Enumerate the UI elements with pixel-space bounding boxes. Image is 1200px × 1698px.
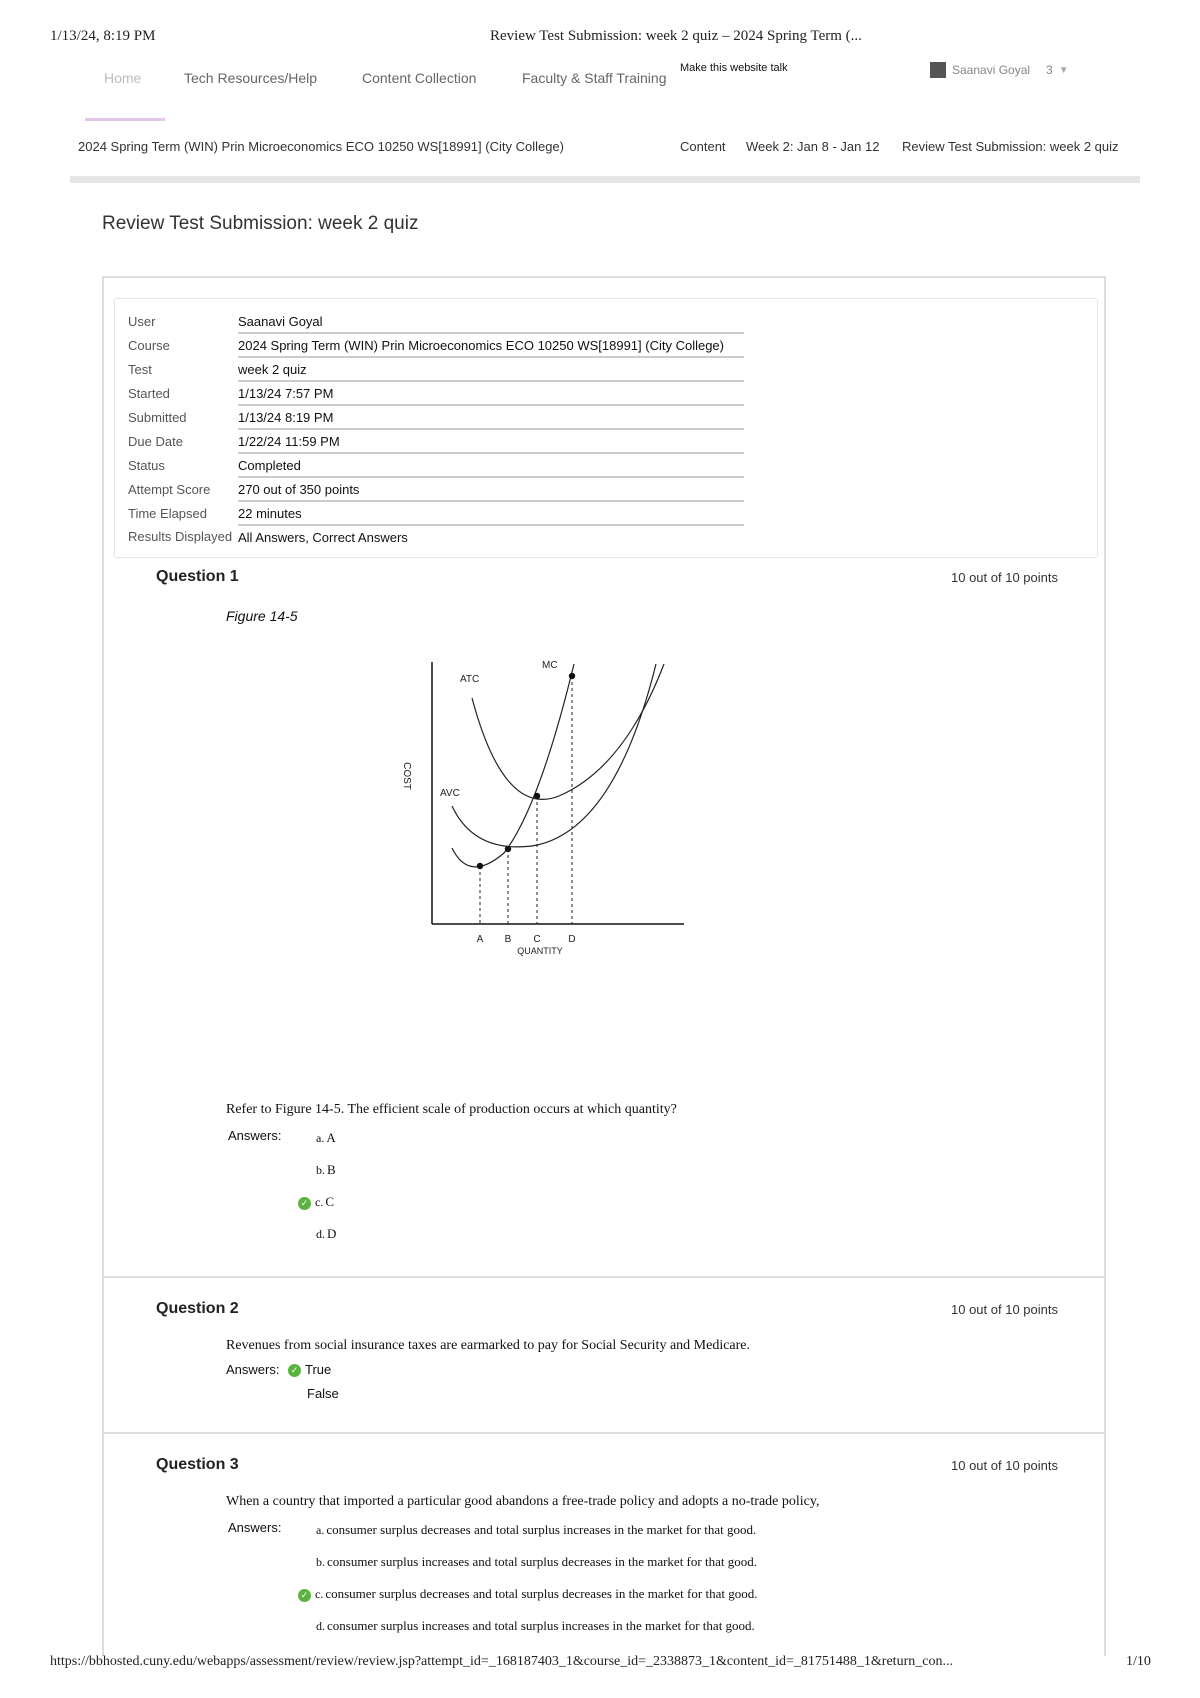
nav-home-link[interactable]: Home xyxy=(104,70,142,86)
answer-option xyxy=(316,1162,336,1178)
option-letter: d. xyxy=(316,1619,325,1633)
details-label: Test xyxy=(128,361,152,377)
details-value: 2024 Spring Term (WIN) Prin Microeconomics ECO 10250 WS[18991] (City College) xyxy=(238,333,744,357)
option-letter: c. xyxy=(315,1195,324,1209)
option-text: D xyxy=(327,1226,337,1241)
question-divider xyxy=(104,1276,1104,1278)
series-label-atc: ATC xyxy=(460,674,480,685)
option-text: C xyxy=(325,1194,334,1209)
question-points: 10 out of 10 points xyxy=(951,1458,1058,1473)
details-value: 22 minutes xyxy=(238,501,744,525)
avatar xyxy=(930,62,946,78)
chart-plot-area xyxy=(401,660,684,956)
x-tick-label-c: C xyxy=(533,934,541,945)
page-title: Review Test Submission: week 2 quiz xyxy=(102,213,419,234)
point-b xyxy=(505,846,511,852)
details-label: Course xyxy=(128,337,170,353)
point-a xyxy=(477,863,483,869)
answer-option-correct xyxy=(288,1362,331,1377)
details-value: 270 out of 350 points xyxy=(238,477,744,501)
details-label: Status xyxy=(128,457,165,473)
answer-option xyxy=(316,1130,336,1146)
breadcrumb-content[interactable]: Content xyxy=(680,139,726,154)
user-name: Saanavi Goyal xyxy=(952,63,1031,77)
details-value: Completed xyxy=(238,453,744,477)
notification-count[interactable]: 3 xyxy=(1046,63,1053,77)
option-letter: a. xyxy=(316,1131,325,1145)
answer-option xyxy=(316,1554,757,1570)
question-title: Question 1 xyxy=(156,568,239,585)
answer-option xyxy=(316,1618,755,1634)
correct-check-icon: ✓ xyxy=(298,1197,311,1210)
details-label: Attempt Score xyxy=(128,481,211,497)
breadcrumb-course[interactable]: 2024 Spring Term (WIN) Prin Microeconomics ECO 10250 WS[18991] (City College) xyxy=(78,139,564,154)
answers-label: Answers: xyxy=(226,1362,280,1377)
option-letter: b. xyxy=(316,1163,325,1177)
option-text: consumer surplus decreases and total surplus decreases in the market for that good. xyxy=(325,1586,758,1601)
details-row xyxy=(128,477,744,501)
y-axis-label: COST xyxy=(401,762,412,790)
print-title: Review Test Submission: week 2 quiz – 2024 Spring Term (... xyxy=(490,28,862,44)
answer-option-correct xyxy=(298,1194,334,1210)
details-label: Submitted xyxy=(128,409,187,425)
answers-label: Answers: xyxy=(228,1520,282,1535)
option-text: True xyxy=(305,1362,332,1377)
series-label-avc: AVC xyxy=(440,788,460,799)
details-row xyxy=(128,405,744,429)
nav-active-indicator xyxy=(85,118,165,121)
answer-option-correct xyxy=(298,1586,757,1602)
details-row xyxy=(128,310,744,333)
details-row xyxy=(128,357,744,381)
cost-curves-chart xyxy=(274,658,694,988)
correct-check-icon: ✓ xyxy=(288,1364,301,1377)
option-text: A xyxy=(326,1130,336,1145)
make-website-talk-button[interactable]: Make this website talk xyxy=(680,62,788,74)
details-value: week 2 quiz xyxy=(238,357,744,381)
curve-mc xyxy=(452,664,574,867)
option-letter: d. xyxy=(316,1227,325,1241)
details-value: Saanavi Goyal xyxy=(238,310,744,333)
option-text: consumer surplus decreases and total surplus increases in the market for that good. xyxy=(326,1522,757,1537)
point-d xyxy=(569,673,575,679)
print-url: https://bbhosted.cuny.edu/webapps/assessment/review/review.jsp?attempt_id=_168187403_1&course_id=_2338873_1&content_id=_81751488_1&return_con... xyxy=(50,1654,953,1669)
nav-content-collection-link[interactable]: Content Collection xyxy=(362,70,477,86)
answer-option xyxy=(307,1386,339,1401)
figure-caption: Figure 14-5 xyxy=(226,608,298,624)
details-value: 1/22/24 11:59 PM xyxy=(238,429,744,453)
option-text: consumer surplus increases and total surplus increases in the market for that good. xyxy=(327,1618,755,1633)
breadcrumb-review: Review Test Submission: week 2 quiz xyxy=(902,139,1119,154)
details-label: Started xyxy=(128,385,170,401)
details-label: Due Date xyxy=(128,433,183,449)
nav-faculty-training-link[interactable]: Faculty & Staff Training xyxy=(522,70,667,86)
answer-option xyxy=(316,1226,336,1242)
question-title: Question 3 xyxy=(156,1456,239,1473)
x-tick-label-b: B xyxy=(504,934,512,945)
option-text: False xyxy=(307,1386,339,1401)
breadcrumb-week[interactable]: Week 2: Jan 8 - Jan 12 xyxy=(746,139,880,154)
x-tick-label-a: A xyxy=(476,934,484,945)
chevron-down-icon[interactable]: ▼ xyxy=(1058,64,1069,76)
option-letter: b. xyxy=(316,1555,325,1569)
details-row xyxy=(128,429,744,453)
details-row xyxy=(128,525,744,548)
question-title: Question 2 xyxy=(156,1300,239,1317)
question-2 xyxy=(104,1300,1104,1420)
question-1 xyxy=(104,568,1104,1268)
details-label: Time Elapsed xyxy=(128,505,207,521)
question-divider xyxy=(104,1432,1104,1434)
curve-avc xyxy=(452,664,656,847)
series-label-mc: MC xyxy=(542,660,558,671)
details-value: All Answers, Correct Answers xyxy=(238,529,408,545)
answer-option xyxy=(316,1522,756,1538)
option-text: B xyxy=(327,1162,336,1177)
top-navigation xyxy=(84,62,1104,92)
details-label: User xyxy=(128,314,156,329)
question-points: 10 out of 10 points xyxy=(951,1302,1058,1317)
attempt-details-table xyxy=(128,310,744,548)
option-text: consumer surplus increases and total surplus decreases in the market for that good. xyxy=(327,1554,757,1569)
question-text: Revenues from social insurance taxes are earmarked to pay for Social Security and Medicare. xyxy=(226,1338,751,1353)
answers-label: Answers: xyxy=(228,1128,282,1143)
details-row xyxy=(128,501,744,525)
details-row xyxy=(128,381,744,405)
nav-tech-resources-link[interactable]: Tech Resources/Help xyxy=(184,70,318,86)
correct-check-icon: ✓ xyxy=(298,1589,311,1602)
question-3 xyxy=(104,1456,1104,1646)
breadcrumb-divider xyxy=(70,176,1140,183)
details-row xyxy=(128,453,744,477)
option-letter: a. xyxy=(316,1523,325,1537)
details-label: Results Displayed xyxy=(128,529,233,544)
print-page-number: 1/10 xyxy=(1126,1654,1151,1669)
question-text: When a country that imported a particular good abandons a free-trade policy and adopts a no-trade policy, xyxy=(226,1494,820,1509)
x-tick-label-d: D xyxy=(568,934,576,945)
point-c xyxy=(534,793,540,799)
details-value: 1/13/24 8:19 PM xyxy=(238,405,744,429)
user-menu[interactable] xyxy=(930,62,1069,78)
details-value: 1/13/24 7:57 PM xyxy=(238,381,744,405)
question-text: Refer to Figure 14-5. The efficient scale of production occurs at which quantity? xyxy=(226,1102,677,1117)
question-points: 10 out of 10 points xyxy=(951,570,1058,585)
option-letter: c. xyxy=(315,1587,324,1601)
x-axis-label: QUANTITY xyxy=(517,946,563,956)
print-datetime: 1/13/24, 8:19 PM xyxy=(50,28,156,44)
details-row xyxy=(128,333,744,357)
